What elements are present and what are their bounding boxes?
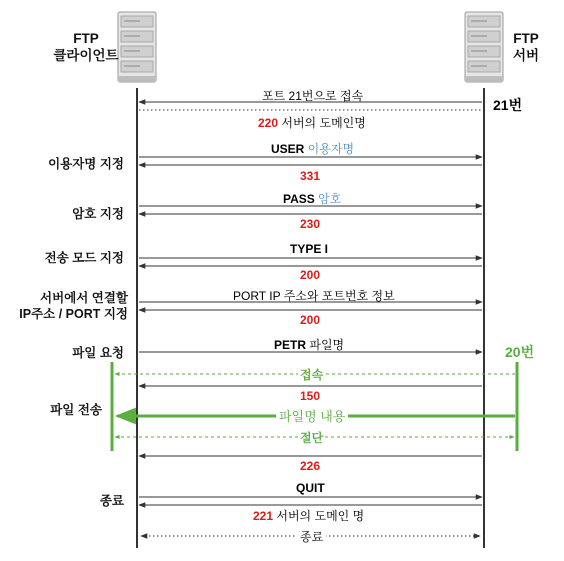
msg-data-close: 절단 [300, 431, 324, 445]
msg-connect: 포트 21번으로 접속 [262, 89, 364, 103]
msg-retr-cmd: PETR [274, 338, 307, 352]
msg-user-arg: 이용자명 [304, 142, 355, 156]
msg-user-cmd: USER [271, 142, 305, 156]
stage-port-line1: 서버에서 연결할 [40, 291, 128, 305]
msg-pass-cmd: PASS [283, 192, 315, 206]
msg-type: TYPE I [290, 242, 329, 256]
client-title-line1: FTP [73, 31, 99, 46]
client-title-line2: 클라이언트 [53, 48, 119, 63]
msg-data-connect: 접속 [300, 368, 324, 382]
msg-150: 150 [300, 389, 321, 403]
msg-quit: QUIT [296, 481, 325, 495]
server-title-line2: 서버 [512, 48, 540, 63]
stage-user: 이용자명 지정 [48, 157, 124, 171]
stage-pass: 암호 지정 [72, 207, 124, 221]
msg-retr-arg: 파일명 [306, 338, 345, 352]
stage-retr: 파일 요청 [72, 346, 124, 360]
msg-port: PORT IP 주소와 포트번호 정보 [233, 289, 395, 303]
msg-220-code: 220 [258, 116, 279, 130]
msg-221-code: 221 [253, 509, 274, 523]
msg-close: 종료 [297, 528, 326, 545]
msg-retr [274, 336, 344, 353]
msg-220-text: 서버의 도메인명 [278, 116, 366, 130]
stage-type: 전송 모드 지정 [44, 251, 124, 265]
server-rack-icon [465, 12, 503, 82]
msg-221 [253, 507, 364, 524]
msg-221-text: 서버의 도메인 명 [273, 509, 365, 523]
client-title [48, 30, 124, 64]
msg-200a: 200 [300, 268, 321, 282]
stage-port-line2: IP주소 / PORT 지정 [19, 307, 128, 321]
msg-230: 230 [300, 217, 321, 231]
msg-pass-arg: 암호 [314, 192, 342, 206]
stage-quit: 종료 [99, 494, 124, 508]
msg-data-content: 파일명 내용 [276, 406, 348, 425]
msg-226: 226 [300, 459, 321, 473]
msg-user [271, 140, 354, 157]
stage-transfer: 파일 전송 [50, 403, 102, 417]
msg-pass [283, 190, 341, 207]
server-title [502, 30, 550, 64]
msg-220 [258, 114, 366, 131]
server-title-line1: FTP [513, 31, 539, 46]
control-port-label: 21번 [493, 97, 523, 113]
msg-200b: 200 [300, 313, 321, 327]
msg-331: 331 [300, 169, 321, 183]
stage-port [19, 290, 128, 322]
data-port-label: 20번 [505, 344, 535, 360]
